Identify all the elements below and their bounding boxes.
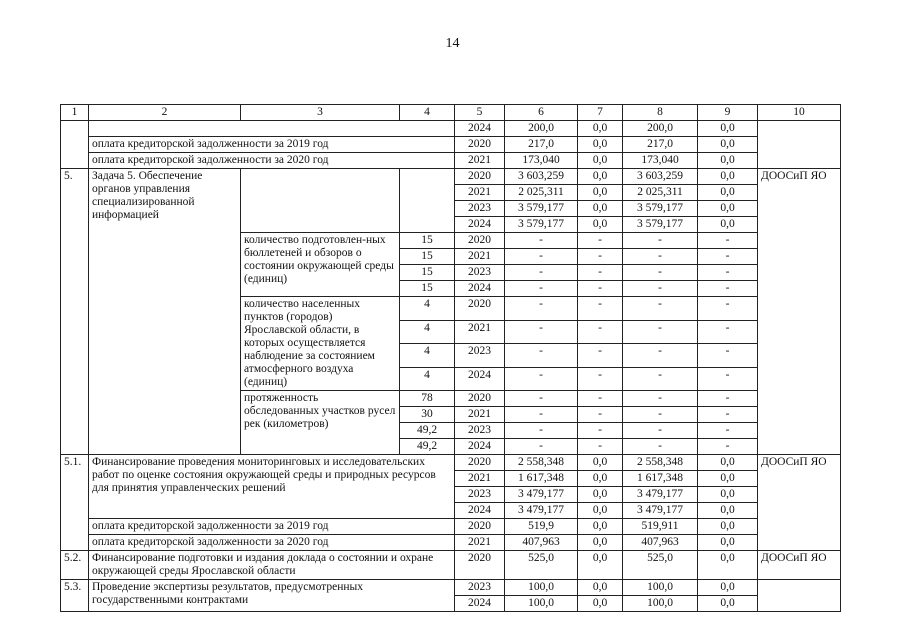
value-cell: 3 579,177 xyxy=(623,217,698,233)
year-cell: 2024 xyxy=(455,281,505,297)
year-cell: 2024 xyxy=(455,367,505,391)
dash-cell: - xyxy=(505,233,578,249)
dash-cell: - xyxy=(698,344,758,368)
dash-cell: - xyxy=(698,320,758,344)
executor-cell: ДООСиП ЯО xyxy=(758,455,841,551)
year-cell: 2024 xyxy=(455,596,505,612)
dash-cell: - xyxy=(623,249,698,265)
dash-cell: - xyxy=(698,233,758,249)
dash-cell: - xyxy=(623,439,698,455)
dash-cell: - xyxy=(505,407,578,423)
value-cell: 0,0 xyxy=(698,551,758,580)
value-cell: 3 579,177 xyxy=(505,217,578,233)
year-cell: 2021 xyxy=(455,320,505,344)
year-cell: 2024 xyxy=(455,121,505,137)
value-cell: 3 479,177 xyxy=(623,503,698,519)
value-cell: 2 558,348 xyxy=(623,455,698,471)
task-title: Задача 5. Обеспечение органов управления специализированной информацией xyxy=(89,169,241,455)
value-cell: 100,0 xyxy=(505,596,578,612)
dash-cell: - xyxy=(623,344,698,368)
table-row xyxy=(61,580,841,596)
column-header: 1 xyxy=(61,105,89,121)
value-cell: 0,0 xyxy=(698,503,758,519)
value-cell: 0,0 xyxy=(698,217,758,233)
column-header: 3 xyxy=(241,105,400,121)
row-label: оплата кредиторской задолженности за 2019 год xyxy=(89,137,455,153)
indicator-label: количество населенных пунктов (городов) Ярославской области, в которых осуществляется наблюдение за состоянием атмосферного воздуха (единиц) xyxy=(241,297,400,391)
value-cell: 100,0 xyxy=(505,580,578,596)
table-row xyxy=(61,535,841,551)
dash-cell: - xyxy=(505,249,578,265)
value-cell: 0,0 xyxy=(578,503,623,519)
year-cell: 2020 xyxy=(455,297,505,321)
dash-cell: - xyxy=(623,423,698,439)
dash-cell: - xyxy=(698,439,758,455)
dash-cell: - xyxy=(505,265,578,281)
table-row xyxy=(61,137,841,153)
value-cell: 0,0 xyxy=(698,535,758,551)
indicator-value: 4 xyxy=(400,320,455,344)
indicator-value: 15 xyxy=(400,249,455,265)
column-header: 6 xyxy=(505,105,578,121)
row-number: 5. xyxy=(61,169,89,455)
value-cell: 3 603,259 xyxy=(505,169,578,185)
year-cell: 2020 xyxy=(455,169,505,185)
program-table xyxy=(60,104,841,612)
dash-cell: - xyxy=(578,249,623,265)
dash-cell: - xyxy=(505,320,578,344)
year-cell: 2020 xyxy=(455,551,505,580)
row-label: оплата кредиторской задолженности за 2019 год xyxy=(89,519,455,535)
value-cell: 3 479,177 xyxy=(505,503,578,519)
dash-cell: - xyxy=(578,439,623,455)
column-header: 4 xyxy=(400,105,455,121)
value-cell: 3 603,259 xyxy=(623,169,698,185)
year-cell: 2023 xyxy=(455,487,505,503)
value-cell: 0,0 xyxy=(698,201,758,217)
dash-cell: - xyxy=(578,391,623,407)
value-cell: 0,0 xyxy=(578,487,623,503)
value-cell: 0,0 xyxy=(698,519,758,535)
dash-cell: - xyxy=(505,423,578,439)
value-cell: 0,0 xyxy=(578,137,623,153)
empty-cell xyxy=(89,121,455,137)
value-cell: 0,0 xyxy=(698,596,758,612)
column-header: 2 xyxy=(89,105,241,121)
table-row xyxy=(61,551,841,580)
year-cell: 2023 xyxy=(455,265,505,281)
value-cell: 0,0 xyxy=(578,201,623,217)
value-cell: 0,0 xyxy=(698,455,758,471)
dash-cell: - xyxy=(698,407,758,423)
dash-cell: - xyxy=(578,407,623,423)
empty-cell xyxy=(61,121,89,169)
year-cell: 2020 xyxy=(455,519,505,535)
value-cell: 407,963 xyxy=(623,535,698,551)
row-label: оплата кредиторской задолженности за 2020 год xyxy=(89,535,455,551)
dash-cell: - xyxy=(505,297,578,321)
dash-cell: - xyxy=(578,367,623,391)
year-cell: 2023 xyxy=(455,344,505,368)
value-cell: 2 558,348 xyxy=(505,455,578,471)
column-header: 10 xyxy=(758,105,841,121)
dash-cell: - xyxy=(623,407,698,423)
table-row xyxy=(61,121,841,137)
value-cell: 0,0 xyxy=(698,121,758,137)
value-cell: 173,040 xyxy=(623,153,698,169)
table-row xyxy=(61,153,841,169)
value-cell: 3 579,177 xyxy=(505,201,578,217)
column-header: 5 xyxy=(455,105,505,121)
dash-cell: - xyxy=(623,367,698,391)
empty-cell xyxy=(241,169,400,233)
value-cell: 0,0 xyxy=(578,169,623,185)
value-cell: 173,040 xyxy=(505,153,578,169)
indicator-value: 15 xyxy=(400,265,455,281)
year-cell: 2020 xyxy=(455,137,505,153)
row-description: Финансирование проведения мониторинговых и исследовательских работ по оценке состояния окружающей среды и природных ресурсов для принятия управленческих решений xyxy=(89,455,455,519)
value-cell: 0,0 xyxy=(578,217,623,233)
dash-cell: - xyxy=(698,423,758,439)
year-cell: 2023 xyxy=(455,580,505,596)
value-cell: 1 617,348 xyxy=(505,471,578,487)
dash-cell: - xyxy=(623,281,698,297)
value-cell: 3 479,177 xyxy=(505,487,578,503)
indicator-value: 4 xyxy=(400,344,455,368)
year-cell: 2020 xyxy=(455,233,505,249)
value-cell: 519,911 xyxy=(623,519,698,535)
empty-cell xyxy=(400,169,455,233)
year-cell: 2021 xyxy=(455,185,505,201)
year-cell: 2021 xyxy=(455,249,505,265)
year-cell: 2024 xyxy=(455,503,505,519)
row-description: Финансирование подготовки и издания доклада о состоянии и охране окружающей среды Ярославской области xyxy=(89,551,455,580)
row-number: 5.3. xyxy=(61,580,89,612)
value-cell: 2 025,311 xyxy=(505,185,578,201)
dash-cell: - xyxy=(505,344,578,368)
dash-cell: - xyxy=(578,423,623,439)
year-cell: 2024 xyxy=(455,217,505,233)
indicator-label: протяженность обследованных участков русел рек (километров) xyxy=(241,391,400,455)
year-cell: 2024 xyxy=(455,439,505,455)
year-cell: 2020 xyxy=(455,391,505,407)
dash-cell: - xyxy=(698,281,758,297)
dash-cell: - xyxy=(698,265,758,281)
dash-cell: - xyxy=(698,391,758,407)
value-cell: 200,0 xyxy=(505,121,578,137)
value-cell: 0,0 xyxy=(578,153,623,169)
value-cell: 217,0 xyxy=(505,137,578,153)
value-cell: 0,0 xyxy=(698,137,758,153)
executor-cell: ДООСиП ЯО xyxy=(758,551,841,580)
indicator-value: 78 xyxy=(400,391,455,407)
indicator-value: 49,2 xyxy=(400,439,455,455)
value-cell: 0,0 xyxy=(698,487,758,503)
column-header: 9 xyxy=(698,105,758,121)
dash-cell: - xyxy=(623,320,698,344)
value-cell: 0,0 xyxy=(698,169,758,185)
dash-cell: - xyxy=(505,439,578,455)
value-cell: 0,0 xyxy=(578,455,623,471)
indicator-value: 30 xyxy=(400,407,455,423)
row-number: 5.1. xyxy=(61,455,89,551)
dash-cell: - xyxy=(578,281,623,297)
dash-cell: - xyxy=(578,233,623,249)
column-header: 7 xyxy=(578,105,623,121)
value-cell: 0,0 xyxy=(698,185,758,201)
dash-cell: - xyxy=(698,249,758,265)
row-description: Проведение экспертизы результатов, предусмотренных государственными контрактами xyxy=(89,580,455,612)
dash-cell: - xyxy=(578,265,623,281)
dash-cell: - xyxy=(505,391,578,407)
row-number: 5.2. xyxy=(61,551,89,580)
value-cell: 100,0 xyxy=(623,596,698,612)
value-cell: 525,0 xyxy=(505,551,578,580)
table-row xyxy=(61,169,841,185)
year-cell: 2021 xyxy=(455,407,505,423)
dash-cell: - xyxy=(698,297,758,321)
dash-cell: - xyxy=(505,367,578,391)
indicator-label: количество подготовлен-ных бюллетеней и обзоров о состоянии окружающей среды (единиц) xyxy=(241,233,400,297)
value-cell: 0,0 xyxy=(578,580,623,596)
column-header: 8 xyxy=(623,105,698,121)
value-cell: 525,0 xyxy=(623,551,698,580)
indicator-value: 15 xyxy=(400,281,455,297)
table-body xyxy=(61,105,841,612)
indicator-value: 49,2 xyxy=(400,423,455,439)
value-cell: 0,0 xyxy=(578,185,623,201)
value-cell: 200,0 xyxy=(623,121,698,137)
value-cell: 217,0 xyxy=(623,137,698,153)
value-cell: 3 579,177 xyxy=(623,201,698,217)
table-row xyxy=(61,519,841,535)
executor-cell: ДООСиП ЯО xyxy=(758,169,841,455)
value-cell: 1 617,348 xyxy=(623,471,698,487)
value-cell: 0,0 xyxy=(578,596,623,612)
value-cell: 0,0 xyxy=(578,471,623,487)
row-label: оплата кредиторской задолженности за 2020 год xyxy=(89,153,455,169)
value-cell: 0,0 xyxy=(578,551,623,580)
indicator-value: 15 xyxy=(400,233,455,249)
empty-cell xyxy=(758,580,841,612)
dash-cell: - xyxy=(505,281,578,297)
year-cell: 2023 xyxy=(455,423,505,439)
dash-cell: - xyxy=(623,233,698,249)
year-cell: 2020 xyxy=(455,455,505,471)
value-cell: 3 479,177 xyxy=(623,487,698,503)
dash-cell: - xyxy=(623,265,698,281)
value-cell: 100,0 xyxy=(623,580,698,596)
indicator-value: 4 xyxy=(400,367,455,391)
dash-cell: - xyxy=(578,297,623,321)
dash-cell: - xyxy=(698,367,758,391)
value-cell: 2 025,311 xyxy=(623,185,698,201)
year-cell: 2021 xyxy=(455,535,505,551)
value-cell: 0,0 xyxy=(698,580,758,596)
table-row xyxy=(61,455,841,471)
value-cell: 0,0 xyxy=(578,535,623,551)
value-cell: 0,0 xyxy=(698,471,758,487)
header-row xyxy=(61,105,841,121)
value-cell: 407,963 xyxy=(505,535,578,551)
dash-cell: - xyxy=(578,320,623,344)
year-cell: 2021 xyxy=(455,153,505,169)
value-cell: 519,9 xyxy=(505,519,578,535)
empty-cell xyxy=(758,121,841,169)
value-cell: 0,0 xyxy=(578,121,623,137)
year-cell: 2021 xyxy=(455,471,505,487)
value-cell: 0,0 xyxy=(578,519,623,535)
dash-cell: - xyxy=(623,297,698,321)
dash-cell: - xyxy=(623,391,698,407)
dash-cell: - xyxy=(578,344,623,368)
indicator-value: 4 xyxy=(400,297,455,321)
page-number: 14 xyxy=(445,36,460,51)
value-cell: 0,0 xyxy=(698,153,758,169)
year-cell: 2023 xyxy=(455,201,505,217)
